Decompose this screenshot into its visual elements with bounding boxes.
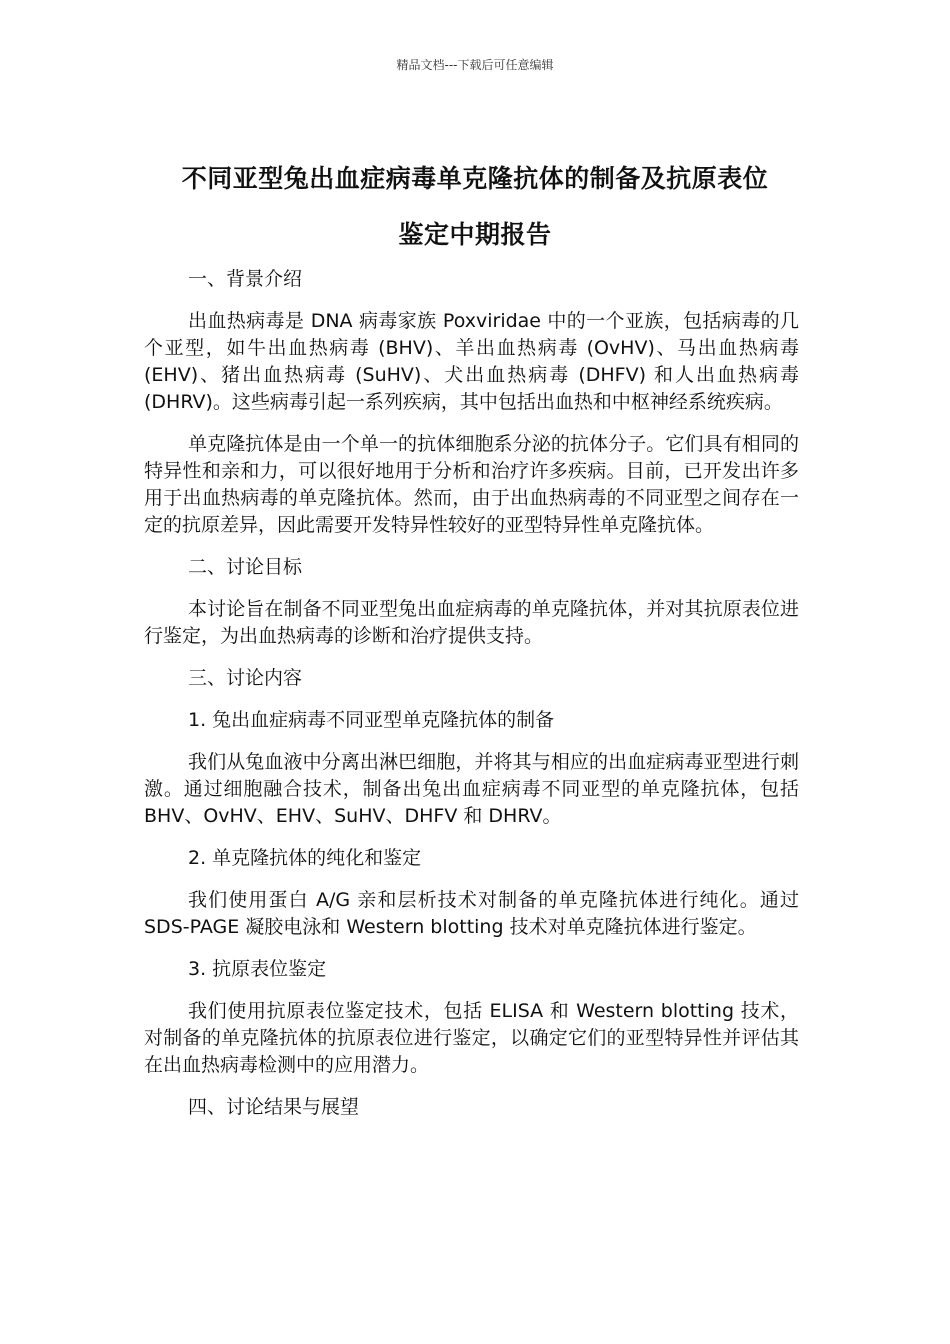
paragraph-subsection-1: 我们从兔血液中分离出淋巴细胞，并将其与相应的出血症病毒亚型进行刺激。通过细胞融合技术，制备出兔出血症病毒不同亚型的单克隆抗体，包括 BHV、OvHV、EHV、SuHV、DHFV 和 DHRV。 (144, 751, 799, 827)
paragraph-subsection-2: 我们使用蛋白 A/G 亲和层析技术对制备的单克隆抗体进行纯化。通过 SDS-PAGE 凝胶电泳和 Western blotting 技术对单克隆抗体进行鉴定。 (144, 889, 799, 938)
header-note: 精品文档---下载后可任意编辑 (396, 58, 554, 72)
document-body (144, 266, 799, 1136)
subsection-heading-1: 1. 兔出血症病毒不同亚型单克隆抗体的制备 (188, 709, 555, 731)
paragraph-subsection-3: 我们使用抗原表位鉴定技术，包括 ELISA 和 Western blotting 技术，对制备的单克隆抗体的抗原表位进行鉴定，以确定它们的亚型特异性并评估其在出血热病毒检测中的应用潜力。 (144, 1000, 799, 1076)
paragraph-goal: 本讨论旨在制备不同亚型兔出血症病毒的单克隆抗体，并对其抗原表位进行鉴定，为出血热病毒的诊断和治疗提供支持。 (144, 598, 799, 647)
title-line-1: 不同亚型兔出血症病毒单克隆抗体的制备及抗原表位 (181, 163, 769, 193)
title-line-2: 鉴定中期报告 (398, 219, 552, 249)
subsection-heading-3: 3. 抗原表位鉴定 (188, 958, 327, 980)
section-heading-background: 一、背景介绍 (188, 268, 303, 290)
document-title (120, 151, 830, 263)
section-heading-goal: 二、讨论目标 (188, 556, 303, 578)
paragraph-background-2: 单克隆抗体是由一个单一的抗体细胞系分泌的抗体分子。它们具有相同的特异性和亲和力，可以很好地用于分析和治疗许多疾病。目前，已开发出许多用于出血热病毒的单克隆抗体。然而，由于出血热病毒的不同亚型之间存在一定的抗原差异，因此需要开发特异性较好的亚型特异性单克隆抗体。 (144, 433, 799, 536)
paragraph-background-1: 出血热病毒是 DNA 病毒家族 Poxviridae 中的一个亚族，包括病毒的几个亚型，如牛出血热病毒 (BHV)、羊出血热病毒 (OvHV)、马出血热病毒 (EHV)、猪出血热病毒 (SuHV)、犬出血热病毒 (DHFV) 和人出血热病毒 (DHRV)。这些病毒引起一系列疾病，其中包括出血热和中枢神经系统疾病。 (144, 310, 799, 413)
section-heading-content: 三、讨论内容 (188, 667, 303, 689)
subsection-heading-2: 2. 单克隆抗体的纯化和鉴定 (188, 847, 422, 869)
section-heading-results: 四、讨论结果与展望 (188, 1096, 360, 1118)
